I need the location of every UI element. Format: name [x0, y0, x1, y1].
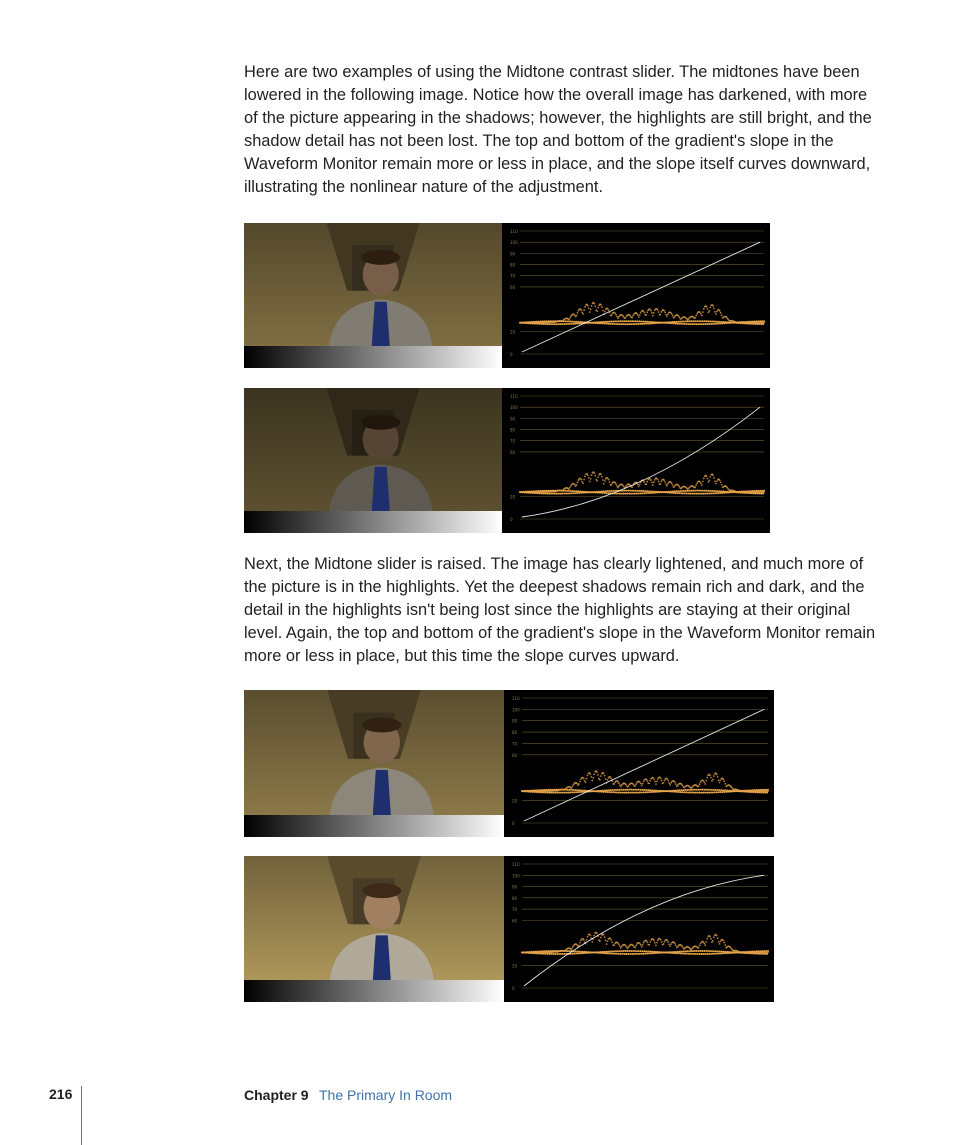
- waveform-scale-label: 110: [510, 394, 518, 399]
- waveform-scale-label: 70: [510, 438, 516, 444]
- waveform-scale-label: 90: [510, 416, 516, 422]
- gradient-slope: [524, 709, 764, 821]
- waveform-scale-label: 60: [512, 918, 518, 924]
- waveform-scale-label: 70: [512, 907, 518, 913]
- video-frame: [244, 388, 502, 511]
- gradient-slope: [522, 407, 760, 517]
- figure-midtone-lowered-after: [244, 388, 770, 533]
- waveform-trace: [521, 770, 769, 794]
- waveform-scale-label: 60: [510, 449, 516, 455]
- test-gradient-strip: [244, 511, 502, 533]
- waveform-scale-label: 100: [510, 240, 518, 246]
- waveform-scale-label: 80: [510, 427, 516, 433]
- waveform-scale-label: 80: [512, 730, 518, 736]
- waveform-scale-label: 80: [512, 895, 518, 901]
- waveform-scale-label: 70: [512, 741, 518, 747]
- figure-midtone-raised-before: [244, 690, 774, 837]
- figure-graphic: [244, 223, 770, 368]
- waveform-scale-label: 100: [510, 405, 518, 411]
- waveform-scale-label: 100: [512, 873, 520, 879]
- footer-divider: [81, 1086, 82, 1145]
- video-frame: [244, 856, 504, 980]
- waveform-trace: [521, 931, 769, 955]
- figure-graphic: [244, 690, 774, 837]
- waveform-scale-label: 20: [512, 963, 518, 969]
- test-gradient-strip: [244, 815, 504, 837]
- waveform-scale-label: 110: [512, 696, 520, 701]
- waveform-scale-label: 110: [512, 862, 520, 867]
- waveform-scale-label: 20: [510, 494, 516, 500]
- waveform-scale-label: 90: [510, 251, 516, 257]
- waveform-scale-label: 100: [512, 707, 520, 713]
- waveform-scale-label: 20: [510, 329, 516, 335]
- waveform-scale-label: 110: [510, 229, 518, 234]
- waveform-scale-label: 0: [510, 517, 513, 522]
- figure-midtone-lowered-before: [244, 223, 770, 368]
- waveform-scale-label: 90: [512, 884, 518, 890]
- waveform-trace: [519, 302, 765, 326]
- body-paragraph-2: Next, the Midtone slider is raised. The image has clearly lightened, and much more of the picture is in the highlights. Yet the deepest shadows remain rich and dark, and the detail in the highlights isn't being lost since the highlights are staying at their original level. Again, the top and bottom of the gradient's slope in the Waveform Monitor remain more or less in place, but this time the slope curves upward.: [244, 555, 876, 665]
- figure-graphic: [244, 388, 770, 533]
- footer-chapter-label: Chapter 9: [244, 1087, 309, 1103]
- waveform-scale-label: 60: [512, 752, 518, 758]
- page-number: 216: [49, 1086, 73, 1102]
- waveform-scale-label: 0: [510, 352, 513, 357]
- waveform-scale-label: 90: [512, 718, 518, 724]
- body-paragraph-1: Here are two examples of using the Midtone contrast slider. The midtones have been lowered in the following image. Notice how the overall image has darkened, with more of the picture appearing in the shadows; however, the highlights are still bright, and the shadow detail has not been lost. The top and bottom of the gradient's slope in the Waveform Monitor remain more or less in place, and the slope itself curves downward, illustrating the nonlinear nature of the adjustment.: [244, 63, 872, 196]
- gradient-slope: [522, 242, 760, 352]
- test-gradient-strip: [244, 346, 502, 368]
- waveform-scale-label: 0: [512, 986, 515, 991]
- test-gradient-strip: [244, 980, 504, 1002]
- waveform-scale-label: 70: [510, 273, 516, 279]
- waveform-monitor: [510, 394, 765, 522]
- footer-chapter-title: The Primary In Room: [319, 1087, 453, 1103]
- waveform-monitor: [510, 229, 765, 357]
- waveform-scale-label: 0: [512, 821, 515, 826]
- figure-midtone-raised-after: [244, 856, 774, 1002]
- gradient-slope: [524, 875, 764, 986]
- video-frame: [244, 690, 504, 815]
- waveform-scale-label: 80: [510, 262, 516, 268]
- waveform-monitor: [512, 862, 769, 991]
- waveform-scale-label: 20: [512, 798, 518, 804]
- figure-graphic: [244, 856, 774, 1002]
- waveform-scale-label: 60: [510, 284, 516, 290]
- video-frame: [244, 223, 502, 346]
- waveform-monitor: [512, 696, 769, 826]
- waveform-trace: [519, 471, 765, 495]
